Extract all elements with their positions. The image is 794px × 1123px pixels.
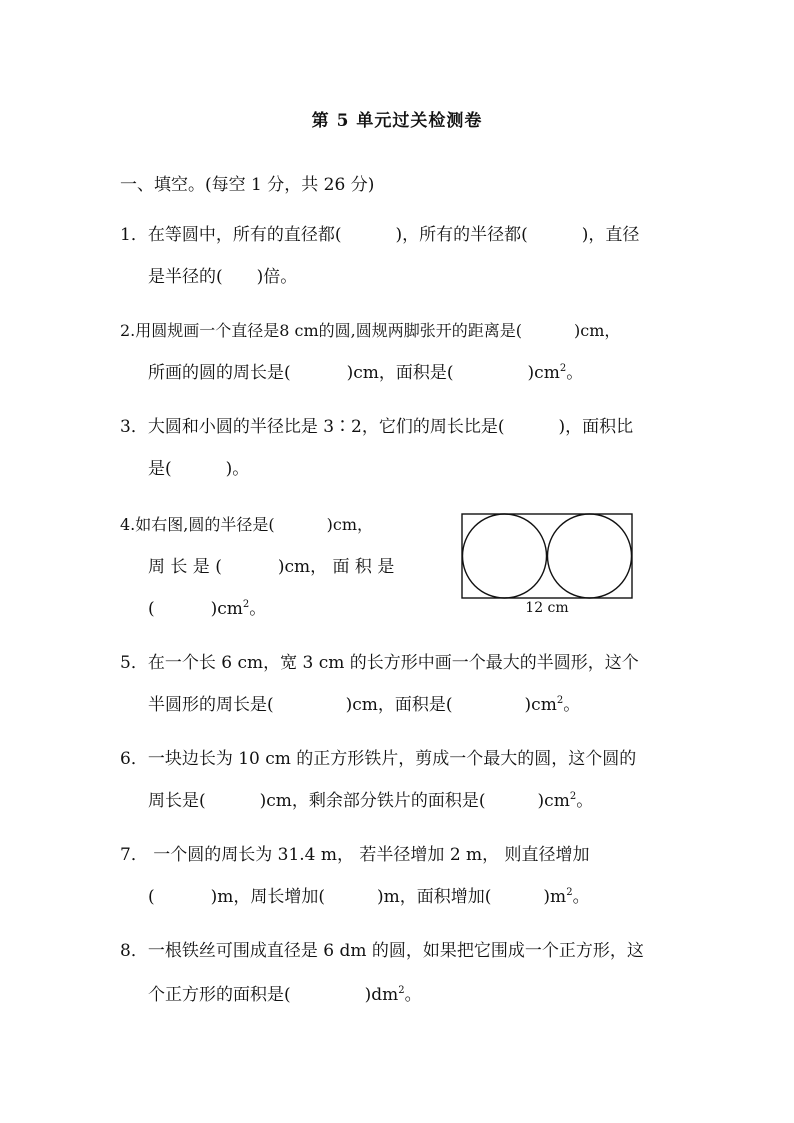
- left-circle: [463, 514, 547, 598]
- question-number: 5．: [120, 653, 148, 673]
- question-6-line-2: 周长是( )cm，剩余部分铁片的面积是( )$cm^2$。: [148, 791, 594, 811]
- question-number: 7．: [120, 845, 148, 865]
- question-number: 2.: [120, 321, 136, 340]
- question-4-line-2: 周 长 是 ( )cm， 面 积 是: [148, 557, 395, 577]
- question-number: 8．: [120, 941, 148, 961]
- question-number: 4.: [120, 515, 136, 534]
- right-circle: [548, 514, 632, 598]
- section-heading: 一、填空。(每空 1 分，共 26 分): [120, 175, 375, 195]
- question-number: 6．: [120, 749, 148, 769]
- question-1-line-2: 是半径的( )倍。: [148, 267, 298, 287]
- page-title: 第 5 单元过关检测卷: [311, 111, 483, 131]
- question-number: 1．: [120, 225, 148, 245]
- rectangle-with-circles-diagram: [461, 513, 633, 599]
- question-5-line-2: 半圆形的周长是( )cm，面积是( )$cm^2$。: [148, 695, 581, 715]
- question-8-line-1: 8．一根铁丝可围成直径是 6 dm 的圆，如果把它围成一个正方形，这: [120, 941, 644, 961]
- question-4-line-1: 4.如右图,圆的半径是( )cm，: [120, 515, 373, 534]
- question-3-line-2: 是( )。: [148, 459, 250, 479]
- question-8-line-2: 个正方形的面积是( )$dm^2$。: [148, 985, 422, 1005]
- question-3-line-1: 3．大圆和小圆的半径比是 3∶2，它们的周长比是( )，面积比: [120, 417, 634, 437]
- question-2-line-2: 所画的圆的周长是( )cm，面积是( )$cm^2$。: [148, 363, 584, 383]
- question-5-line-1: 5．在一个长 6 cm，宽 3 cm 的长方形中画一个最大的半圆形，这个: [120, 653, 639, 673]
- question-4-line-3: ( )$cm^2$。: [148, 599, 267, 619]
- question-7-line-2: ( )m，周长增加( )m，面积增加( )$m^2$。: [148, 887, 590, 907]
- question-2-line-1: 2.用圆规画一个直径是8 cm的圆,圆规两脚张开的距离是( )cm，: [120, 321, 621, 340]
- figure-length-label: 12 cm: [525, 600, 569, 616]
- question-1-line-1: 1．在等圆中，所有的直径都( )，所有的半径都( )，直径: [120, 225, 640, 245]
- question-7-line-1: 7． 一个圆的周长为 31.4 m， 若半径增加 2 m， 则直径增加: [120, 845, 590, 865]
- question-number: 3．: [120, 417, 148, 437]
- question-6-line-1: 6．一块边长为 10 cm 的正方形铁片，剪成一个最大的圆，这个圆的: [120, 749, 637, 769]
